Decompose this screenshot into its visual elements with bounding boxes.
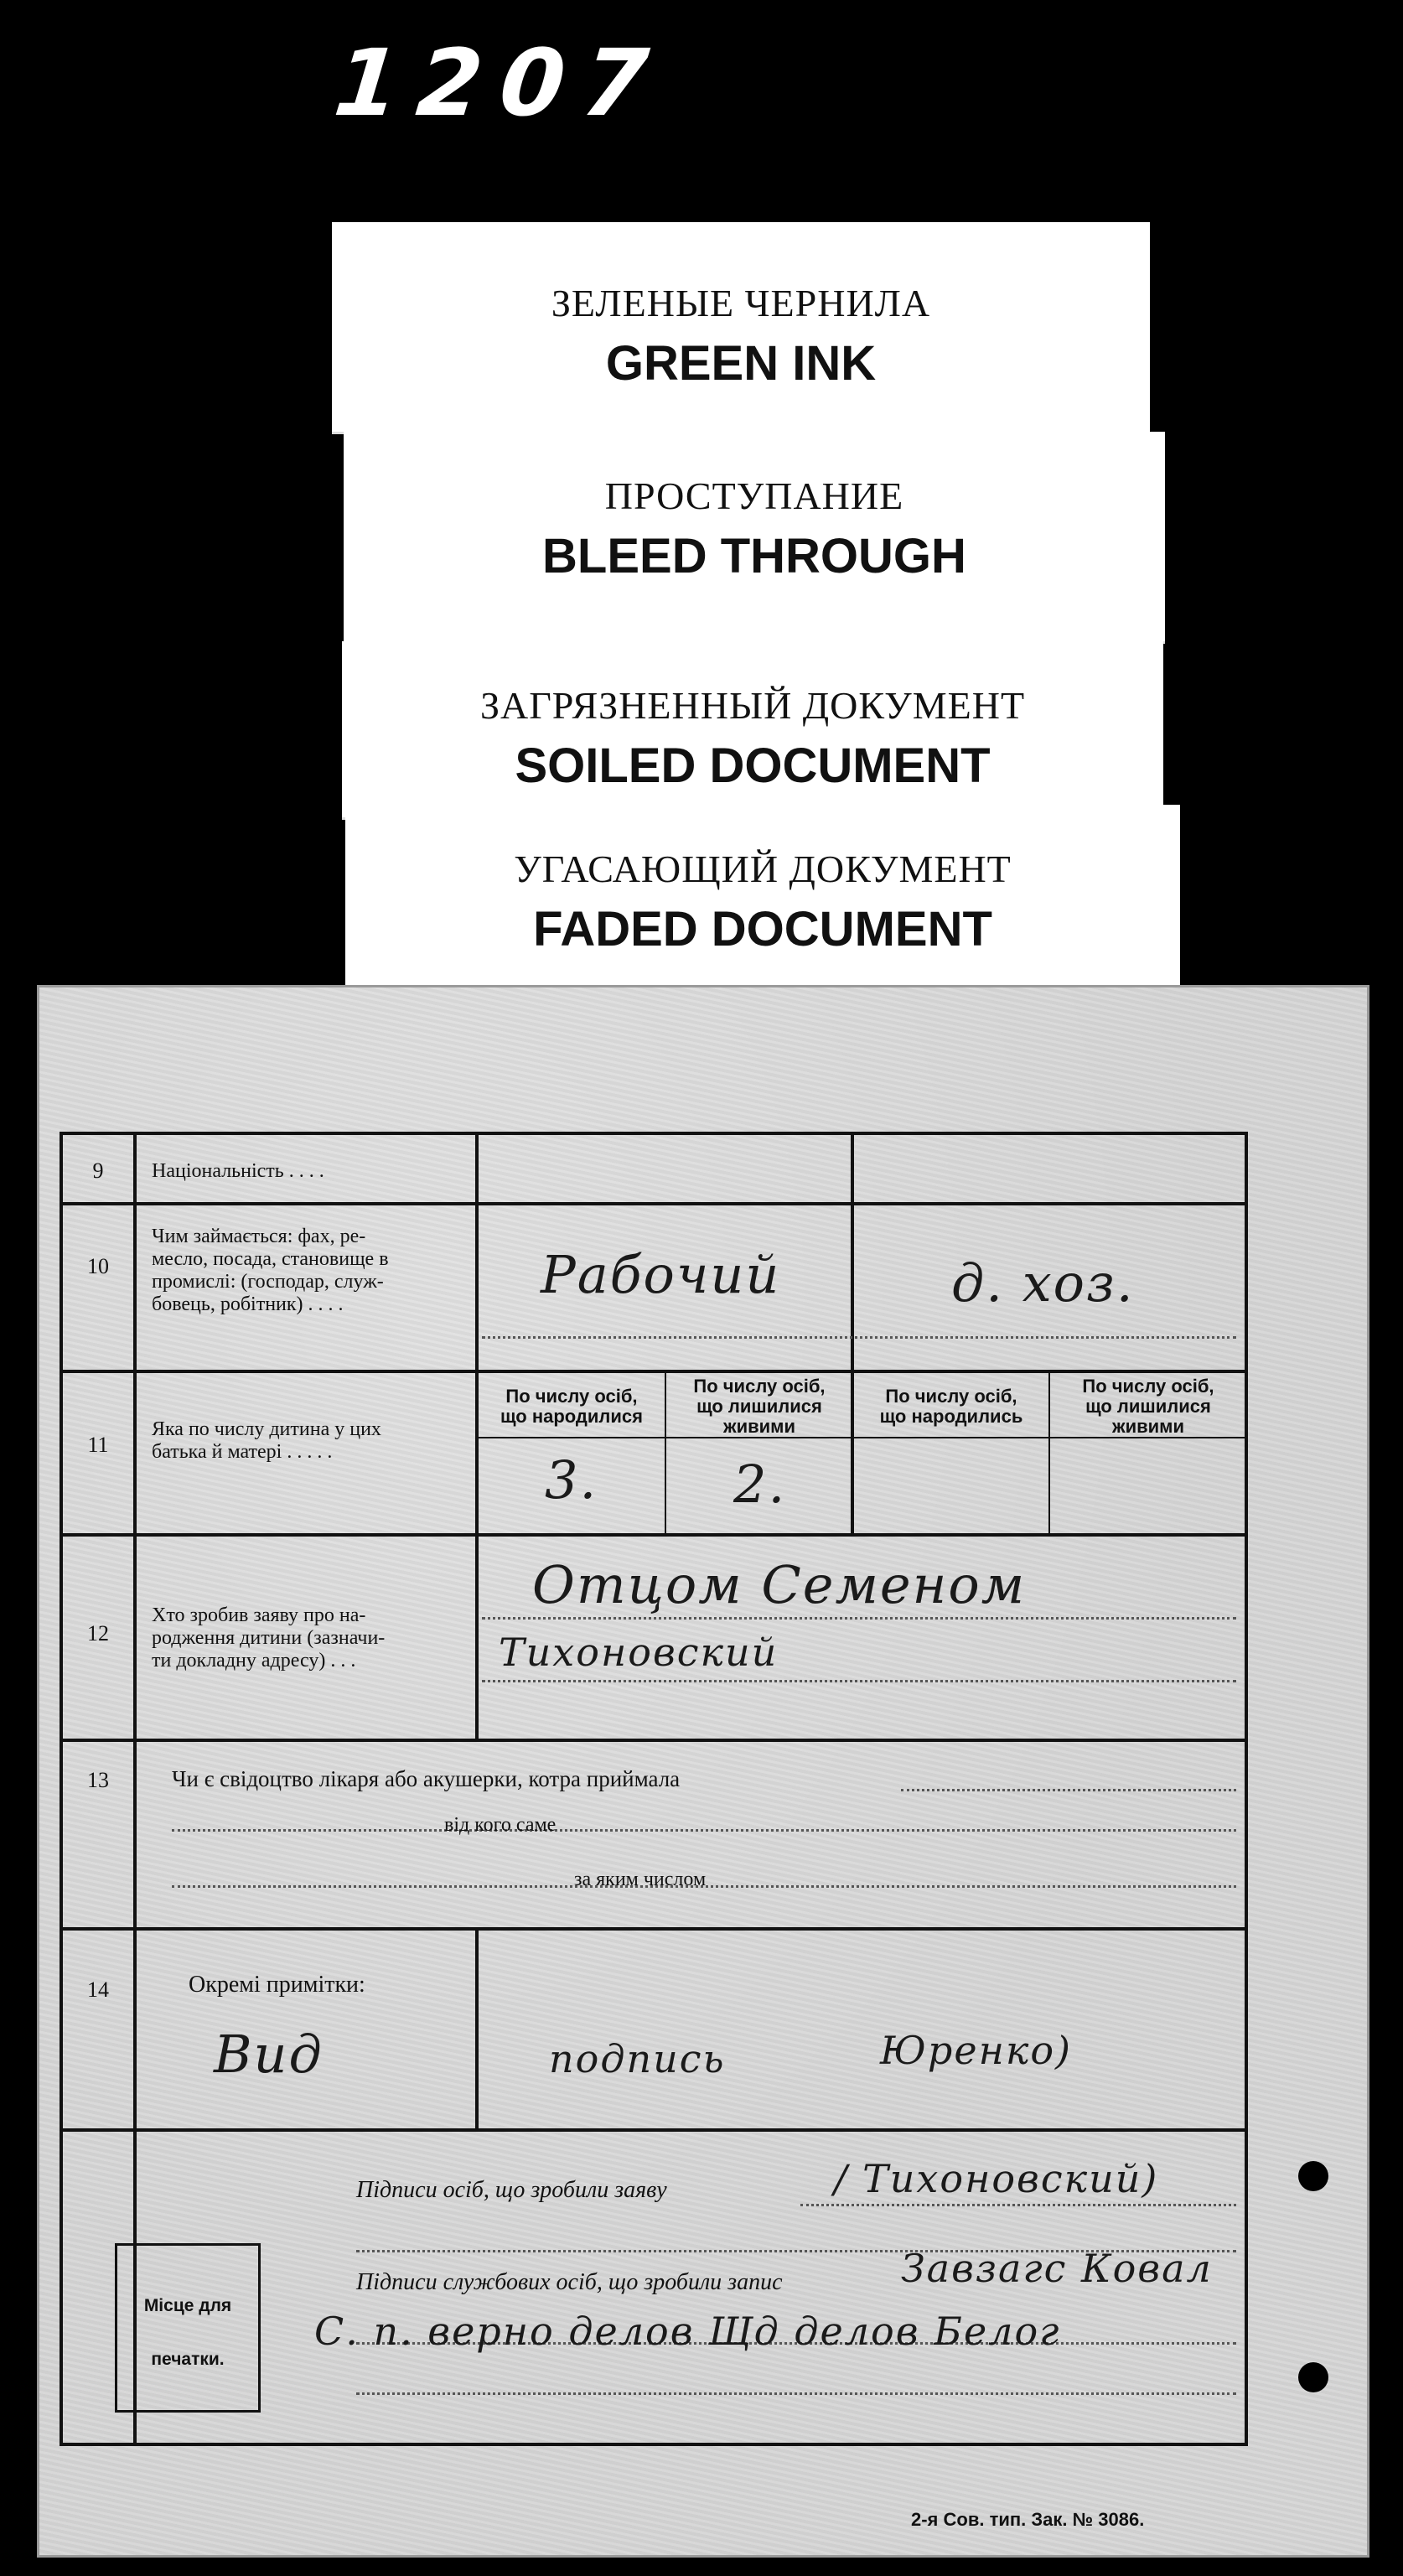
signature-dotline-4 (356, 2392, 1236, 2395)
row-line-9 (63, 1202, 1245, 1205)
flag-faded-document-en: FADED DOCUMENT (533, 902, 992, 956)
row13-question: Чи є свідоцтво лікаря або акушерки, котра приймала (172, 1766, 681, 1791)
stamp-place-label-1: Місце для (143, 2296, 232, 2315)
row11-col3-header-l1: По числу осіб, (885, 1386, 1017, 1407)
declarants-signature-label: Підписи осіб, що зробили заяву (356, 2177, 667, 2203)
punch-hole-2 (1298, 2362, 1328, 2392)
row-line-10 (63, 1370, 1245, 1373)
stamp-place-label-2: печатки. (151, 2350, 225, 2369)
form-grid (60, 1132, 1248, 2446)
row13-dotline-1 (901, 1789, 1236, 1791)
punch-hole-1 (1298, 2161, 1328, 2191)
row-number-10: 10 (87, 1254, 109, 1278)
flag-green-ink-ru: ЗЕЛЕНЫЕ ЧЕРНИЛА (551, 282, 931, 324)
officials-signature-top: Завзагс Ковал (901, 2246, 1213, 2291)
officials-signature-bottom: С. п. верно делов Щд делов Белог (314, 2309, 1061, 2354)
row12-dotline-2 (482, 1680, 1236, 1682)
row9-label: Національність . . . . (152, 1160, 324, 1182)
row11-col4-header-l2: що лишилися (1085, 1396, 1211, 1417)
flag-green-ink (332, 222, 1150, 432)
row12-handwriting-line1: Отцом Семеном (532, 1554, 1027, 1615)
declarants-dotline (800, 2204, 1236, 2206)
row11-header-line (479, 1437, 1245, 1438)
row13-dotline-2 (172, 1829, 1236, 1832)
row11-col4-header-l3: живими (1112, 1416, 1184, 1437)
row10-handwriting-household: д. хоз. (951, 1252, 1135, 1314)
register-page (37, 985, 1369, 2558)
row10-dotline (482, 1336, 1236, 1339)
row11-col3-header (854, 1386, 1048, 1427)
row11-col2-header-l2: що лишилися (696, 1396, 822, 1417)
row11-col1-header-l1: По числу осіб, (505, 1386, 638, 1407)
row14-handwriting-vid: Вид (214, 2024, 324, 2085)
row10-handwriting-occupation: Рабочий (541, 1244, 781, 1305)
row12-label-line2: родження дитини (зазначи- (152, 1627, 386, 1649)
label-column-divider-row14 (475, 1927, 479, 2128)
archive-number: 1207 (329, 29, 671, 137)
row14-label: Окремі примітки: (189, 1972, 365, 1998)
row11-col4-header-l1: По числу осіб, (1082, 1376, 1214, 1397)
officials-signature-label: Підписи службових осіб, що зробили запис (356, 2269, 783, 2295)
stamp-place-box (115, 2243, 261, 2413)
row-number-14: 14 (87, 1977, 109, 2002)
row-number-13: 13 (87, 1768, 109, 1792)
row11-col2-header-l1: По числу осіб, (693, 1376, 826, 1397)
row14-handwriting-signature: подпись (549, 2036, 726, 2081)
row-number-9: 9 (92, 1158, 104, 1183)
row12-label-line1: Хто зробив заяву про на- (152, 1604, 366, 1626)
row10-label-line3: промислі: (господар, служ- (152, 1271, 384, 1293)
declarants-signature: / Тихоновский) (834, 2156, 1159, 2201)
row11-divider-a (665, 1370, 666, 1533)
row11-divider-b (1048, 1370, 1050, 1533)
row-line-14 (63, 2128, 1245, 2132)
row11-col1-header (479, 1386, 665, 1427)
flag-bleed-through-ru: ПРОСТУПАНИЕ (604, 474, 904, 517)
row-number-11: 11 (87, 1433, 109, 1457)
flag-soiled-document-en: SOILED DOCUMENT (515, 739, 991, 793)
flag-bleed-through-en: BLEED THROUGH (542, 529, 966, 583)
row11-col2-header (668, 1376, 851, 1437)
row11-label-line2: батька й матері . . . . . (152, 1441, 333, 1463)
row11-col3-header-l2: що народились (879, 1406, 1023, 1427)
flag-faded-document-ru: УГАСАЮЩИЙ ДОКУМЕНТ (514, 847, 1012, 890)
row10-label-line4: бовець, робітник) . . . . (152, 1293, 344, 1315)
row14-handwriting-name: Юренко) (880, 2028, 1072, 2073)
row-line-11 (63, 1533, 1245, 1537)
row-line-13 (63, 1927, 1245, 1931)
flag-green-ink-en: GREEN INK (605, 336, 877, 391)
row12-label-line3: ти докладну адресу) . . . (152, 1650, 356, 1672)
row10-label-line1: Чим займається: фах, ре- (152, 1226, 366, 1247)
printer-footer: 2-я Сов. тип. Зак. № 3086. (911, 2509, 1145, 2530)
row-line-12 (63, 1739, 1245, 1742)
row11-col1-header-l2: що народилися (500, 1406, 643, 1427)
row13-from-whom: від кого саме (444, 1814, 557, 1836)
row13-date: за яким числом (574, 1869, 707, 1890)
row-number-12: 12 (87, 1621, 109, 1646)
row11-value-born: 3. (545, 1449, 598, 1511)
row11-label-line1: Яка по числу дитина у цих (152, 1418, 381, 1440)
flag-faded-document (345, 805, 1180, 985)
row12-handwriting-line2: Тихоновский (499, 1630, 779, 1675)
row12-dotline-1 (482, 1617, 1236, 1620)
flag-soiled-document (342, 641, 1163, 817)
row11-col4-header (1052, 1376, 1245, 1437)
row11-value-alive: 2. (733, 1454, 787, 1515)
flag-bleed-through (344, 432, 1165, 641)
flag-soiled-document-ru: ЗАГРЯЗНЕННЫЙ ДОКУМЕНТ (479, 684, 1026, 727)
middle-column-divider (851, 1135, 854, 1533)
row10-label-line2: месло, посада, становище в (152, 1248, 389, 1270)
row11-col2-header-l3: живими (723, 1416, 795, 1437)
